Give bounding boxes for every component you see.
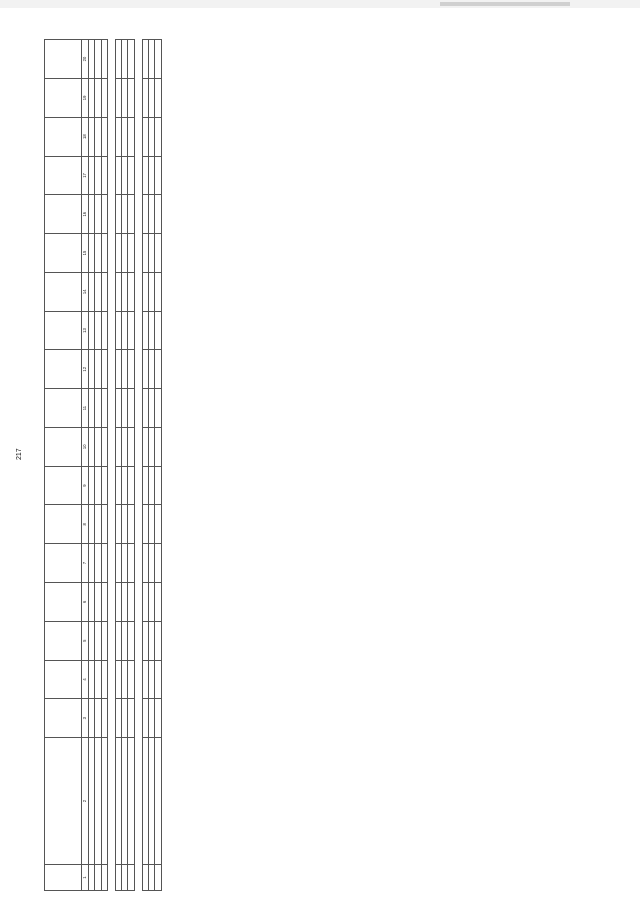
table-cell [155, 311, 161, 350]
table-body [89, 40, 162, 891]
table-cell [155, 195, 161, 234]
column-header [45, 427, 82, 466]
column-header [45, 389, 82, 428]
column-header [45, 195, 82, 234]
page-number: 217 [16, 448, 23, 460]
column-header [45, 272, 82, 311]
group-separator-row [107, 40, 115, 891]
group-separator-cell [107, 40, 115, 891]
table-cell [155, 79, 161, 118]
column-header [45, 350, 82, 389]
column-number-cell: 17 [82, 156, 89, 195]
column-header [45, 79, 82, 118]
column-number-cell: 19 [82, 79, 89, 118]
column-number-cell: 10 [82, 427, 89, 466]
column-number-cell: 1 [82, 865, 89, 891]
column-number-cell: 6 [82, 582, 89, 621]
table-cell [155, 427, 161, 466]
table-cell [155, 466, 161, 505]
table-cell [155, 660, 161, 699]
column-header [45, 466, 82, 505]
column-number-cell: 8 [82, 505, 89, 544]
column-number-cell: 18 [82, 117, 89, 156]
address-cell [155, 738, 161, 865]
table-cell [155, 544, 161, 583]
table-head [45, 40, 89, 891]
column-number-cell: 11 [82, 389, 89, 428]
column-header [45, 505, 82, 544]
column-header [45, 234, 82, 273]
table-cell [155, 350, 161, 389]
table-cell [155, 621, 161, 660]
column-number-cell: 16 [82, 195, 89, 234]
column-number-cell: 2 [82, 738, 89, 865]
column-header [45, 621, 82, 660]
group-separator-row [134, 40, 142, 891]
table-cell [155, 389, 161, 428]
table-cell [155, 865, 161, 891]
group-separator-cell [134, 40, 142, 891]
table-cell [155, 505, 161, 544]
column-number-cell: 7 [82, 544, 89, 583]
table-header-row [45, 40, 82, 891]
column-number-cell: 15 [82, 234, 89, 273]
column-number-cell: 14 [82, 272, 89, 311]
table-cell [155, 234, 161, 273]
column-header [45, 311, 82, 350]
table-row [155, 40, 161, 891]
column-number-cell: 3 [82, 699, 89, 738]
column-number-cell: 9 [82, 466, 89, 505]
column-header [45, 40, 82, 79]
table-cell [155, 117, 161, 156]
column-header [45, 544, 82, 583]
table-cell [155, 699, 161, 738]
table-cell [155, 40, 161, 79]
column-number-cell: 13 [82, 311, 89, 350]
column-number-cell: 20 [82, 40, 89, 79]
column-number-row [82, 40, 89, 891]
table-cell [155, 156, 161, 195]
column-number-cell: 12 [82, 350, 89, 389]
table-cell [155, 272, 161, 311]
document-table [44, 39, 162, 891]
column-header [45, 738, 82, 865]
document-table-container [44, 39, 619, 891]
column-number-cell: 4 [82, 660, 89, 699]
column-header [45, 865, 82, 891]
column-header [45, 660, 82, 699]
column-header [45, 582, 82, 621]
table-cell [155, 582, 161, 621]
column-header [45, 156, 82, 195]
column-number-cell: 5 [82, 621, 89, 660]
column-header [45, 699, 82, 738]
column-header [45, 117, 82, 156]
